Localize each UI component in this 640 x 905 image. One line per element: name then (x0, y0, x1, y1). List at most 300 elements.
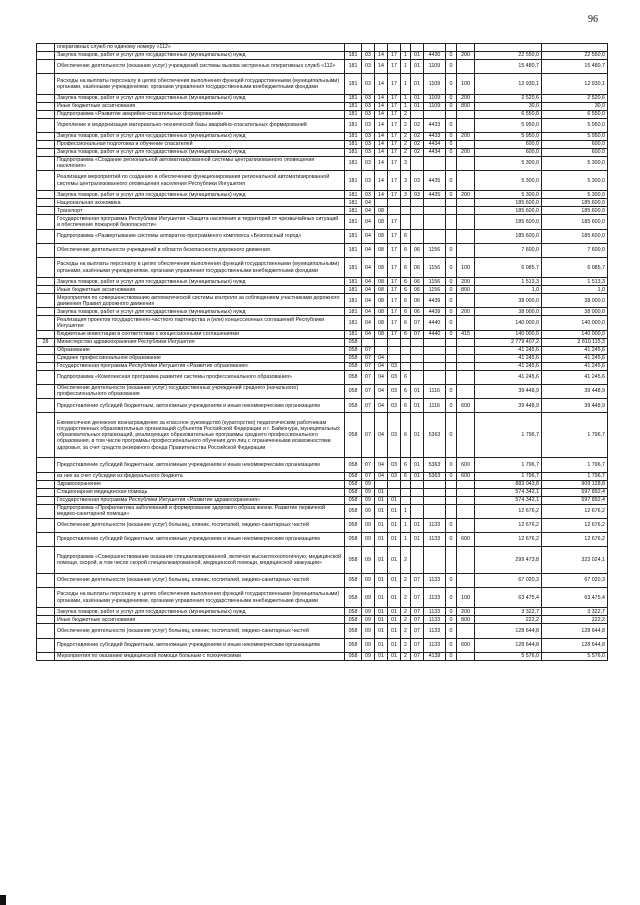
expense-type (457, 652, 475, 660)
table-row (37, 44, 608, 52)
amount-year-1 (475, 44, 542, 52)
row-name: Расходы на выплаты персоналу в целях обеспечения выполнения функций государственными (муниципальными) органами, казёнными учреждениями, органами управления государственными внебюджетными фондами (55, 257, 345, 277)
expense-code (424, 215, 446, 229)
row-number (37, 547, 55, 574)
row-number (37, 148, 55, 156)
subsection-code: 01 (375, 532, 388, 546)
program-code: 17 (388, 74, 401, 94)
section-code: 03 (362, 191, 375, 199)
program-code (388, 354, 401, 362)
amount-year-1: 6 550,0 (475, 110, 542, 118)
table-row (37, 229, 608, 243)
row-name: Мероприятия по совершенствованию автоматической системы контроля за соблюдением участниками дорожного движения Правил дорожного движения (55, 294, 345, 308)
amount-year-2: 1 796,7 (542, 458, 608, 472)
row-number (37, 458, 55, 472)
row-number (37, 413, 55, 458)
expense-code: 4440 (424, 316, 446, 330)
gov-code: 058 (345, 354, 362, 362)
subprogram-code: 2 (401, 148, 411, 156)
subsection-code: 14 (375, 60, 388, 74)
row-number (37, 215, 55, 229)
row-number (37, 532, 55, 546)
section-code: 03 (362, 102, 375, 110)
expense-code (424, 207, 446, 215)
table-row (37, 199, 608, 207)
subsection-code: 08 (375, 243, 388, 257)
subprogram-code (401, 346, 411, 354)
event-code: 01 (411, 74, 424, 94)
event-code: 07 (411, 330, 424, 338)
expense-subcode: 0 (446, 316, 457, 330)
subprogram-code: 6 (401, 384, 411, 398)
expense-subcode: 0 (446, 652, 457, 660)
section-code: 03 (362, 52, 375, 60)
section-code: 07 (362, 399, 375, 413)
table-row (37, 504, 608, 518)
row-number (37, 652, 55, 660)
section-code: 07 (362, 370, 375, 384)
expense-subcode (446, 480, 457, 488)
amount-year-2: 909 128,8 (542, 480, 608, 488)
subsection-code: 08 (375, 215, 388, 229)
expense-type (457, 346, 475, 354)
row-number (37, 199, 55, 207)
section-code (362, 338, 375, 346)
gov-code: 181 (345, 102, 362, 110)
table-row (37, 518, 608, 532)
subsection-code: 14 (375, 94, 388, 102)
expense-code (424, 44, 446, 52)
event-code: 07 (411, 638, 424, 652)
subprogram-code (401, 207, 411, 215)
expense-type: 200 (457, 94, 475, 102)
amount-year-1: 185 600,0 (475, 199, 542, 207)
row-number (37, 60, 55, 74)
gov-code: 181 (345, 156, 362, 170)
expense-type (457, 413, 475, 458)
subsection-code: 14 (375, 102, 388, 110)
amount-year-2: 12 676,2 (542, 518, 608, 532)
subsection-code: 08 (375, 308, 388, 316)
subprogram-code: 6 (401, 308, 411, 316)
event-code (411, 156, 424, 170)
expense-type (457, 229, 475, 243)
program-code: 17 (388, 140, 401, 148)
expense-subcode (446, 354, 457, 362)
gov-code: 181 (345, 199, 362, 207)
table-row (37, 496, 608, 504)
subsection-code: 14 (375, 110, 388, 118)
row-name: Предоставление субсидий бюджетным, автономным учреждениям и иным некоммерческим организациям (55, 458, 345, 472)
expense-type (457, 215, 475, 229)
table-row (37, 330, 608, 338)
expense-subcode: 0 (446, 532, 457, 546)
amount-year-1: 185 600,0 (475, 207, 542, 215)
expense-code: 4435 (424, 191, 446, 199)
subsection-code: 14 (375, 140, 388, 148)
event-code: 07 (411, 608, 424, 616)
expense-code: 1133 (424, 573, 446, 587)
amount-year-1: 39 448,9 (475, 399, 542, 413)
expense-subcode: 0 (446, 170, 457, 190)
row-name: Подпрограмма «Профилактика заболеваний и формирование здорового образа жизни. Развитие первичной медико-санитарной помощи» (55, 504, 345, 518)
subprogram-code: 2 (401, 608, 411, 616)
event-code: 03 (411, 170, 424, 190)
subsection-code: 14 (375, 52, 388, 60)
expense-subcode: 0 (446, 52, 457, 60)
row-number (37, 330, 55, 338)
gov-code: 181 (345, 132, 362, 140)
amount-year-2: 2 810 115,3 (542, 338, 608, 346)
section-code: 09 (362, 587, 375, 607)
row-number: 28 (37, 338, 55, 346)
amount-year-1: 1 796,7 (475, 472, 542, 480)
program-code: 03 (388, 472, 401, 480)
amount-year-2: 600,0 (542, 148, 608, 156)
subprogram-code: 6 (401, 294, 411, 308)
program-code: 01 (388, 547, 401, 574)
expense-subcode: 0 (446, 413, 457, 458)
expense-subcode (446, 229, 457, 243)
row-number (37, 243, 55, 257)
event-code: 07 (411, 616, 424, 624)
amount-year-2: 38 000,0 (542, 294, 608, 308)
amount-year-1: 67 020,3 (475, 573, 542, 587)
program-code (388, 338, 401, 346)
event-code: 06 (411, 286, 424, 294)
table-row (37, 532, 608, 546)
amount-year-2: 1 796,7 (542, 413, 608, 458)
program-code: 17 (388, 118, 401, 132)
expense-subcode: 0 (446, 286, 457, 294)
event-code (411, 496, 424, 504)
amount-year-1: 3 322,7 (475, 608, 542, 616)
expense-subcode: 0 (446, 140, 457, 148)
row-name: Иные бюджетные ассигнования (55, 102, 345, 110)
table-row (37, 346, 608, 354)
expense-code: 4430 (424, 52, 446, 60)
expense-subcode: 0 (446, 60, 457, 74)
gov-code: 058 (345, 399, 362, 413)
section-code: 04 (362, 330, 375, 338)
amount-year-2 (542, 44, 608, 52)
amount-year-2: 7 600,0 (542, 243, 608, 257)
expense-code: 1156 (424, 286, 446, 294)
program-code (388, 199, 401, 207)
section-code: 07 (362, 354, 375, 362)
expense-code: 1133 (424, 616, 446, 624)
program-code: 17 (388, 94, 401, 102)
gov-code: 058 (345, 608, 362, 616)
subprogram-code (401, 496, 411, 504)
subprogram-code: 1 (401, 518, 411, 532)
row-name: Предоставление субсидий бюджетным, автономным учреждениям и иным некоммерческим организациям (55, 638, 345, 652)
gov-code: 181 (345, 330, 362, 338)
row-number (37, 191, 55, 199)
subprogram-code: 6 (401, 316, 411, 330)
expense-subcode: 0 (446, 573, 457, 587)
program-code: 17 (388, 278, 401, 286)
row-name: Государственная программа Республики Ингушетия «Защита населения и территорий от чрезвычайных ситуаций и обеспечение пожарной безопасности» (55, 215, 345, 229)
event-code (411, 370, 424, 384)
subsection-code: 04 (375, 362, 388, 370)
subsection-code: 08 (375, 294, 388, 308)
amount-year-1: 1 796,7 (475, 458, 542, 472)
subprogram-code: 1 (401, 532, 411, 546)
section-code: 04 (362, 294, 375, 308)
amount-year-1: 5 300,0 (475, 170, 542, 190)
gov-code: 058 (345, 616, 362, 624)
program-code: 17 (388, 257, 401, 277)
event-code (411, 338, 424, 346)
subprogram-code: 1 (401, 504, 411, 518)
program-code: 17 (388, 286, 401, 294)
section-code: 03 (362, 156, 375, 170)
program-code: 17 (388, 148, 401, 156)
amount-year-1: 38 000,0 (475, 294, 542, 308)
table-row (37, 286, 608, 294)
expense-code: 1116 (424, 399, 446, 413)
subsection-code: 08 (375, 257, 388, 277)
event-code: 02 (411, 148, 424, 156)
program-code: 01 (388, 518, 401, 532)
expense-type (457, 362, 475, 370)
event-code (411, 480, 424, 488)
subsection-code: 01 (375, 608, 388, 616)
expense-subcode (446, 199, 457, 207)
expense-code: 4440 (424, 330, 446, 338)
section-code: 04 (362, 243, 375, 257)
table-row (37, 140, 608, 148)
table-row (37, 316, 608, 330)
section-code: 04 (362, 286, 375, 294)
program-code (388, 346, 401, 354)
amount-year-2: 22 550,0 (542, 52, 608, 60)
gov-code: 058 (345, 587, 362, 607)
subprogram-code: 2 (401, 547, 411, 574)
gov-code: 058 (345, 624, 362, 638)
row-name: Иные бюджетные ассигнования (55, 286, 345, 294)
amount-year-2: 41 245,6 (542, 362, 608, 370)
expense-type: 600 (457, 638, 475, 652)
row-name: Подпрограмма «Комплексная программа развития системы профессионального образования» (55, 370, 345, 384)
row-name: Образование (55, 346, 345, 354)
table-row (37, 362, 608, 370)
amount-year-2: 5 300,0 (542, 170, 608, 190)
table-row (37, 102, 608, 110)
row-name: Иные бюджетные ассигнования (55, 616, 345, 624)
expense-subcode: 0 (446, 587, 457, 607)
amount-year-1: 41 245,6 (475, 354, 542, 362)
subsection-code: 01 (375, 587, 388, 607)
row-number (37, 496, 55, 504)
amount-year-2: 2 520,6 (542, 94, 608, 102)
section-code: 03 (362, 74, 375, 94)
amount-year-2: 597 892,4 (542, 488, 608, 496)
subsection-code: 01 (375, 504, 388, 518)
gov-code: 058 (345, 480, 362, 488)
gov-code: 058 (345, 532, 362, 546)
expense-subcode: 0 (446, 330, 457, 338)
subsection-code: 01 (375, 638, 388, 652)
subsection-code: 08 (375, 229, 388, 243)
section-code: 04 (362, 215, 375, 229)
expense-code: 4434 (424, 148, 446, 156)
table-row (37, 370, 608, 384)
subprogram-code: 2 (401, 624, 411, 638)
section-code: 09 (362, 504, 375, 518)
amount-year-1: 12 676,2 (475, 532, 542, 546)
section-code (362, 44, 375, 52)
subsection-code: 04 (375, 354, 388, 362)
amount-year-2: 30,0 (542, 102, 608, 110)
subprogram-code: 2 (401, 110, 411, 118)
expense-type (457, 156, 475, 170)
table-row (37, 587, 608, 607)
subsection-code: 08 (375, 278, 388, 286)
event-code (411, 199, 424, 207)
row-name: Закупка товаров, работ и услуг для государственных (муниципальных) нужд (55, 94, 345, 102)
program-code: 01 (388, 624, 401, 638)
expense-subcode (446, 547, 457, 574)
program-code: 03 (388, 413, 401, 458)
row-number (37, 624, 55, 638)
gov-code: 181 (345, 191, 362, 199)
expense-code: 1133 (424, 608, 446, 616)
amount-year-1: 5 950,0 (475, 132, 542, 140)
expense-type (457, 199, 475, 207)
program-code (388, 488, 401, 496)
amount-year-1: 41 245,6 (475, 362, 542, 370)
subsection-code: 08 (375, 330, 388, 338)
amount-year-1: 600,0 (475, 140, 542, 148)
expense-subcode: 0 (446, 472, 457, 480)
expense-code (424, 488, 446, 496)
amount-year-2: 12 676,2 (542, 504, 608, 518)
program-code: 17 (388, 110, 401, 118)
amount-year-1: 185 600,0 (475, 229, 542, 243)
expense-type (457, 354, 475, 362)
amount-year-1: 5 300,0 (475, 156, 542, 170)
amount-year-1: 128 644,8 (475, 624, 542, 638)
expense-type: 600 (457, 532, 475, 546)
event-code: 07 (411, 624, 424, 638)
amount-year-2: 41 245,6 (542, 370, 608, 384)
amount-year-2: 5 950,0 (542, 132, 608, 140)
section-code: 07 (362, 472, 375, 480)
expense-code (424, 156, 446, 170)
expense-subcode (446, 44, 457, 52)
event-code: 02 (411, 118, 424, 132)
expense-code: 1133 (424, 624, 446, 638)
subsection-code: 08 (375, 286, 388, 294)
expense-code: 4435 (424, 170, 446, 190)
table-row (37, 488, 608, 496)
table-row (37, 243, 608, 257)
event-code: 01 (411, 384, 424, 398)
gov-code: 181 (345, 140, 362, 148)
amount-year-2: 3 322,7 (542, 608, 608, 616)
event-code: 01 (411, 472, 424, 480)
table-row (37, 278, 608, 286)
amount-year-1: 140 000,0 (475, 316, 542, 330)
subprogram-code: 2 (401, 587, 411, 607)
expense-code: 1109 (424, 94, 446, 102)
row-name: Закупка товаров, работ и услуг для государственных (муниципальных) нужд (55, 191, 345, 199)
amount-year-2: 12 676,2 (542, 532, 608, 546)
subprogram-code: 2 (401, 132, 411, 140)
amount-year-2: 41 245,6 (542, 354, 608, 362)
row-name: Подпрограмма «Создание региональной автоматизированной системы централизованного оповещения населения» (55, 156, 345, 170)
gov-code: 181 (345, 278, 362, 286)
table-row (37, 207, 608, 215)
section-code: 07 (362, 362, 375, 370)
subsection-code: 08 (375, 207, 388, 215)
program-code: 17 (388, 330, 401, 338)
expense-subcode (446, 362, 457, 370)
subprogram-code: 2 (401, 118, 411, 132)
expense-subcode (446, 488, 457, 496)
amount-year-2: 12 930,1 (542, 74, 608, 94)
expense-code: 1156 (424, 243, 446, 257)
table-row (37, 480, 608, 488)
row-name: Национальная экономика (55, 199, 345, 207)
gov-code: 181 (345, 207, 362, 215)
row-number (37, 110, 55, 118)
row-name: Государственная программа Республики Ингушетия «Развитие здравоохранения» (55, 496, 345, 504)
expense-subcode (446, 110, 457, 118)
gov-code: 181 (345, 118, 362, 132)
section-code: 03 (362, 140, 375, 148)
gov-code (345, 44, 362, 52)
table-row (37, 74, 608, 94)
section-code: 04 (362, 207, 375, 215)
expense-type: 600 (457, 399, 475, 413)
gov-code: 058 (345, 362, 362, 370)
program-code: 03 (388, 458, 401, 472)
amount-year-2: 597 892,4 (542, 496, 608, 504)
expense-type: 415 (457, 330, 475, 338)
expense-code: 1116 (424, 384, 446, 398)
expense-code: 1156 (424, 278, 446, 286)
expense-code: 4139 (424, 652, 446, 660)
gov-code: 181 (345, 257, 362, 277)
subprogram-code: 1 (401, 102, 411, 110)
gov-code: 181 (345, 308, 362, 316)
section-code: 04 (362, 308, 375, 316)
subsection-code: 01 (375, 547, 388, 574)
section-code: 03 (362, 94, 375, 102)
program-code: 17 (388, 308, 401, 316)
row-number (37, 308, 55, 316)
expense-type (457, 316, 475, 330)
amount-year-2: 1 796,7 (542, 472, 608, 480)
expense-type (457, 140, 475, 148)
table-row (37, 294, 608, 308)
subsection-code (375, 199, 388, 207)
amount-year-1: 2 520,6 (475, 94, 542, 102)
row-number (37, 362, 55, 370)
amount-year-1: 12 676,2 (475, 504, 542, 518)
section-code: 03 (362, 132, 375, 140)
program-code: 01 (388, 608, 401, 616)
row-name: Предоставление субсидий бюджетным, автономным учреждениям и иным некоммерческим организациям (55, 399, 345, 413)
expense-code: 1109 (424, 60, 446, 74)
row-name: Обеспечение деятельности (оказание услуг) больниц, клиник, госпиталей, медико-санитарных частей (55, 518, 345, 532)
amount-year-2: 323 024,1 (542, 547, 608, 574)
amount-year-2: 38 000,0 (542, 308, 608, 316)
row-number (37, 44, 55, 52)
